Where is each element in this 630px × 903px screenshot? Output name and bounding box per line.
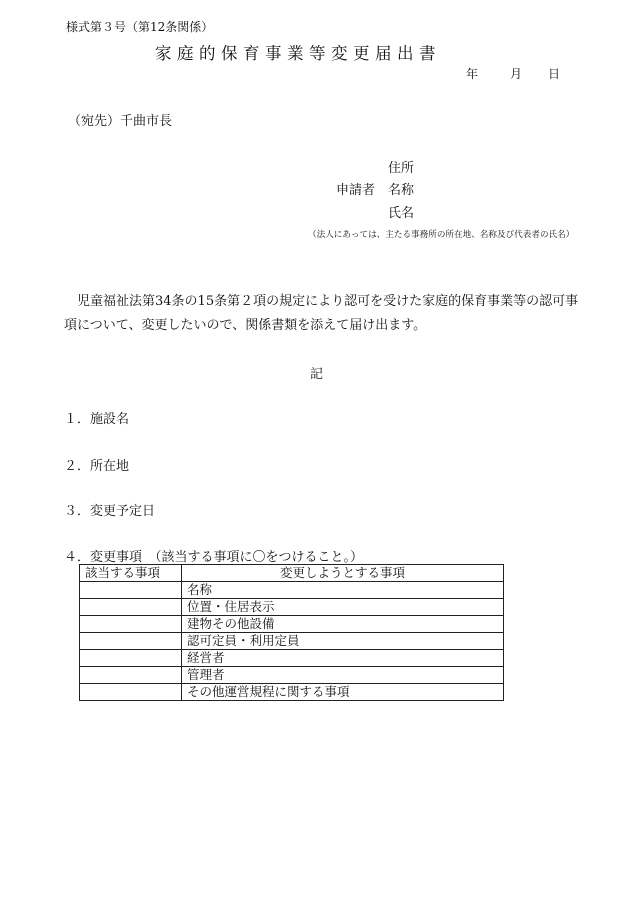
item-location: ２．所在地 [64,459,130,474]
header-applicable: 該当する事項 [80,565,182,582]
date-year-label: 年 [466,67,479,81]
change-item-cell: その他運営規程に関する事項 [182,684,504,701]
item-changes: ４．変更事項 （該当する事項に〇をつけること。） [64,550,364,565]
header-change-item: 変更しようとする事項 [182,565,504,582]
document-title: 家庭的保育事業等変更届出書 [155,44,441,63]
item-facility-name: １．施設名 [64,412,130,427]
change-item-cell: 管理者 [182,667,504,684]
body-paragraph: 児童福祉法第34条の15条第２項の規定により認可を受けた家庭的保育事業等の認可事項について、変更したいので、関係書類を添えて届け出ます。 [64,294,579,333]
check-cell[interactable] [80,650,182,667]
table-row [80,599,504,616]
check-cell[interactable] [80,633,182,650]
change-item-cell: 認可定員・利用定員 [182,633,504,650]
table-row [80,667,504,684]
change-item-cell: 名称 [182,582,504,599]
table-row [80,650,504,667]
table-row [80,582,504,599]
table-row [80,684,504,701]
check-cell[interactable] [80,667,182,684]
check-cell[interactable] [80,684,182,701]
change-item-cell: 建物その他設備 [182,616,504,633]
ki-heading: 記 [310,367,324,382]
check-cell[interactable] [80,599,182,616]
applicant-label: 申請者 [336,183,376,198]
addressee: （宛先）千曲市長 [68,114,173,129]
changes-table [79,564,504,701]
date-month-label: 月 [510,67,523,81]
applicant-address-label: 住所 [388,161,415,176]
form-number: 様式第３号（第12条関係） [66,20,214,34]
applicant-representative-label: 氏名 [388,206,415,221]
applicant-note: （法人にあっては、主たる事務所の所在地、名称及び代表者の氏名） [308,230,575,240]
applicant-name-label: 名称 [388,183,415,198]
table-header-row [80,565,504,582]
change-item-cell: 位置・住居表示 [182,599,504,616]
check-cell[interactable] [80,616,182,633]
item-planned-date: ３．変更予定日 [64,504,156,519]
date-day-label: 日 [548,67,561,81]
table-row [80,616,504,633]
table-row [80,633,504,650]
change-item-cell: 経営者 [182,650,504,667]
date-line [466,65,560,82]
check-cell[interactable] [80,582,182,599]
